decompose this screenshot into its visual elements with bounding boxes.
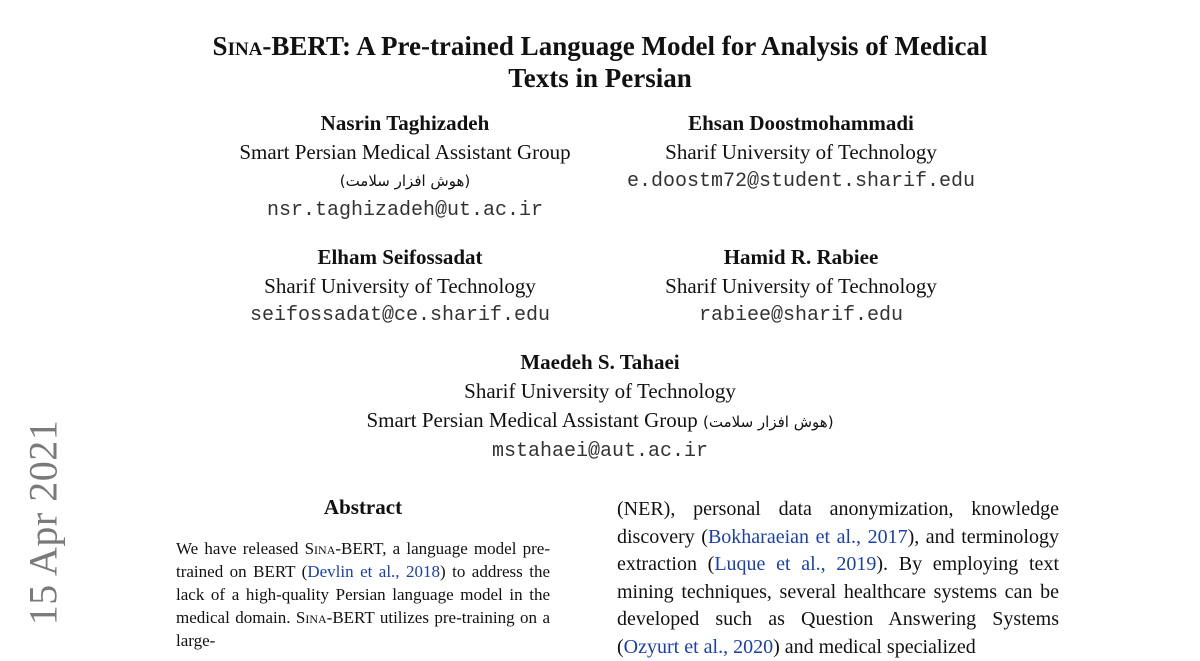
author-affiliation-2-text: Smart Persian Medical Assistant Group xyxy=(366,408,698,432)
body-text: ), and terminology extraction ( xyxy=(617,525,1059,575)
author-affiliation-persian: (هوش افزار سلامت) xyxy=(339,172,471,190)
body-text: (NER), personal data anonymization, knowledge discovery ( xyxy=(617,498,1059,548)
citation-link[interactable]: Bokharaeian et al., 2017 xyxy=(707,525,908,548)
title-model-name: Sina xyxy=(212,31,263,61)
author-affiliation: Sharif University of Technology xyxy=(665,274,937,298)
abstract-text: ) to address the lack of a high-quality Persian language model in the medical domain. xyxy=(176,562,551,627)
abstract-model-name: Sina xyxy=(304,539,336,558)
citation-link[interactable]: Luque et al., 2019 xyxy=(714,553,877,575)
author-block-4 xyxy=(600,243,1002,330)
author-block-5 xyxy=(300,348,900,466)
arxiv-date-text: 15 Apr 2021 xyxy=(20,419,66,626)
paper-title xyxy=(150,30,1050,94)
citation-link[interactable]: Ozyurt et al., 2020 xyxy=(623,635,774,658)
author-affiliation-persian: (هوش افزار سلامت) xyxy=(703,413,834,431)
author-affiliation: Sharif University of Technology xyxy=(264,274,536,298)
title-line-2: Texts in Persian xyxy=(508,63,692,93)
author-email[interactable]: seifossadat@ce.sharif.edu xyxy=(249,304,551,327)
author-email[interactable]: rabiee@sharif.edu xyxy=(698,304,904,327)
title-line-1-text: -BERT: A Pre-trained Language Model for Analysis of Medical xyxy=(262,31,988,61)
author-affiliation: Sharif University of Technology xyxy=(665,140,937,164)
arxiv-date-stamp xyxy=(18,420,68,625)
author-affiliation-2 xyxy=(300,406,900,437)
author-affiliation: Sharif University of Technology xyxy=(464,379,736,403)
abstract-body xyxy=(176,537,550,652)
title-line-1 xyxy=(150,30,1050,62)
author-name: Nasrin Taghizadeh xyxy=(320,111,490,135)
abstract-model-name: Sina xyxy=(295,608,327,627)
author-email[interactable]: e.doostm72@student.sharif.edu xyxy=(626,170,976,193)
abstract-text: -BERT utilizes pre-training on a large- xyxy=(176,608,550,650)
body-text-right-column xyxy=(617,496,1059,661)
citation-link[interactable]: Devlin et al., 2018 xyxy=(307,562,441,581)
body-text: ) and medical specialized xyxy=(773,635,976,658)
author-name: Hamid R. Rabiee xyxy=(723,245,879,269)
author-block-1 xyxy=(195,109,615,225)
author-block-3 xyxy=(195,243,605,330)
author-email[interactable]: mstahaei@aut.ac.ir xyxy=(491,440,709,463)
author-name: Maedeh S. Tahaei xyxy=(520,350,680,374)
author-block-2 xyxy=(585,109,1017,196)
author-name: Elham Seifossadat xyxy=(317,245,483,269)
author-name: Ehsan Doostmohammadi xyxy=(688,111,914,135)
author-email[interactable]: nsr.taghizadeh@ut.ac.ir xyxy=(266,199,544,222)
abstract-text: We have released xyxy=(176,539,305,558)
author-affiliation: Smart Persian Medical Assistant Group xyxy=(239,140,571,164)
body-text: ). By employing text mining techniques, several healthcare systems can be developed such as Question Answering Systems ( xyxy=(617,553,1059,658)
abstract-heading: Abstract xyxy=(323,495,403,519)
abstract-text: -BERT, a language model pre-trained on BERT ( xyxy=(176,539,550,581)
